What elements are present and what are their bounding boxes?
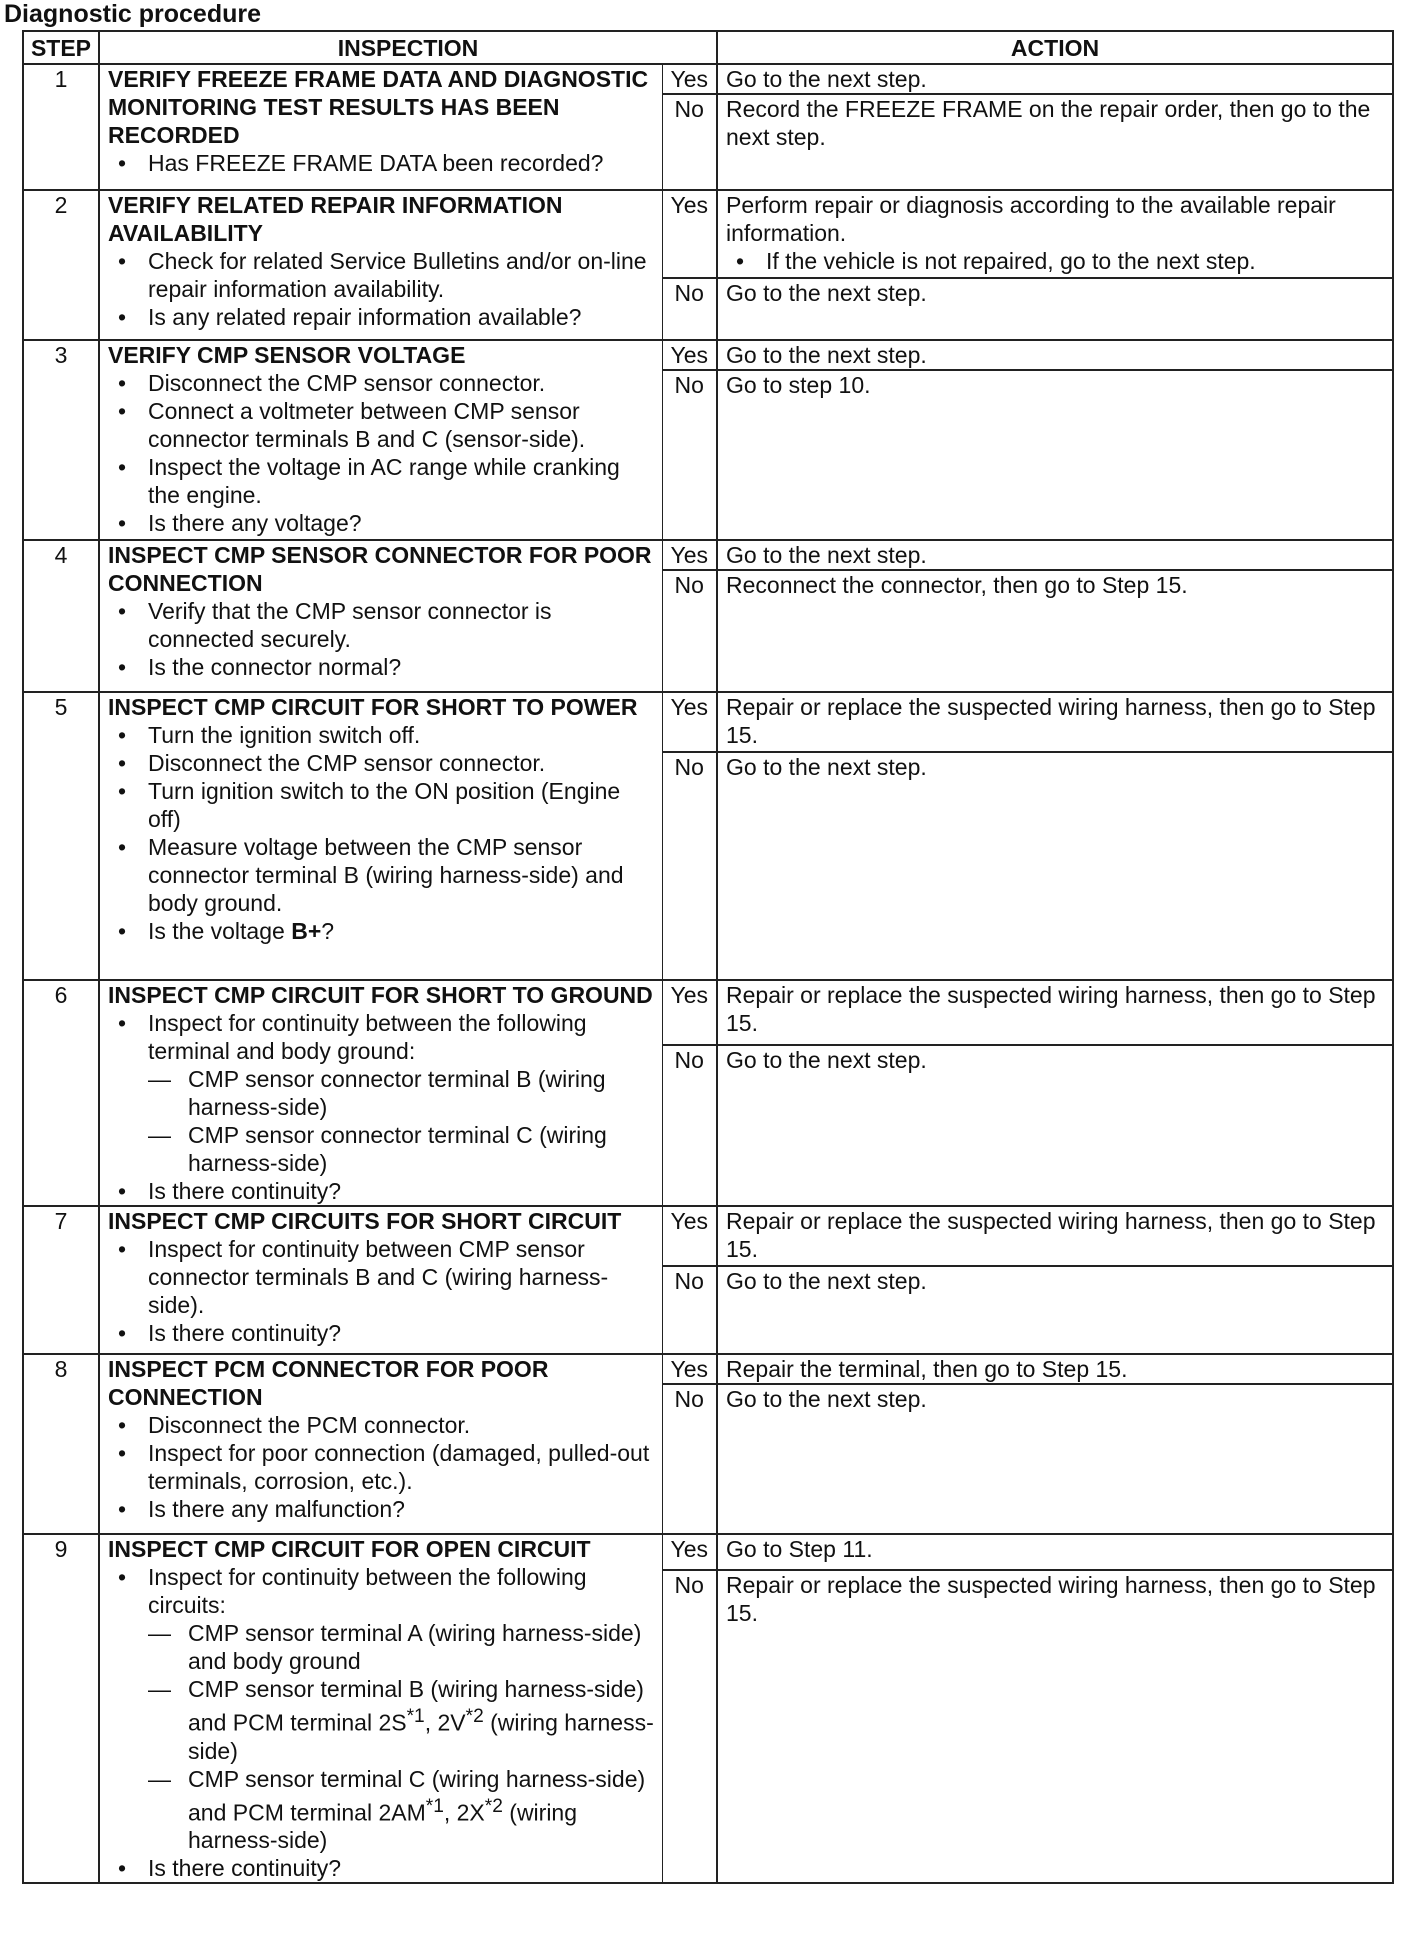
inspection-cell bbox=[99, 64, 662, 190]
inspection-bullet: • Turn ignition switch to the ON position (Engine off) bbox=[108, 777, 658, 833]
no-label: No bbox=[662, 1570, 717, 1883]
inspection-title: INSPECT CMP CIRCUIT FOR SHORT TO POWER bbox=[108, 694, 638, 720]
step-number: 7 bbox=[23, 1206, 99, 1354]
footnote-mark: *2 bbox=[484, 1795, 503, 1817]
inspection-bullet: • Inspect for poor connection (damaged, pulled-out terminals, corrosion, etc.). bbox=[108, 1439, 658, 1495]
step-header: STEP bbox=[23, 31, 99, 64]
no-action: Go to the next step. bbox=[717, 278, 1393, 340]
table-row bbox=[23, 540, 1393, 570]
inspection-bullet: • Is any related repair information available? bbox=[108, 303, 658, 331]
step-number: 3 bbox=[23, 340, 99, 540]
no-action: Reconnect the connector, then go to Step 15. bbox=[717, 570, 1393, 692]
sub-text: (wiring harness-side) bbox=[188, 1709, 654, 1764]
inspection-bullet: • Disconnect the CMP sensor connector. bbox=[108, 369, 658, 397]
inspection-title: VERIFY FREEZE FRAME DATA AND DIAGNOSTIC MONITORING TEST RESULTS HAS BEEN RECORDED bbox=[108, 66, 649, 148]
footnote-mark: *2 bbox=[465, 1706, 484, 1727]
step-number: 8 bbox=[23, 1354, 99, 1534]
inspection-bullet: • Is there any malfunction? bbox=[108, 1495, 658, 1523]
inspection-title: INSPECT CMP CIRCUIT FOR OPEN CIRCUIT bbox=[108, 1536, 591, 1562]
sub-text: , 2V bbox=[424, 1709, 466, 1736]
inspection-cell bbox=[99, 340, 662, 540]
inspection-title: INSPECT CMP SENSOR CONNECTOR FOR POOR CONNECTION bbox=[108, 542, 652, 596]
action-bullet: • If the vehicle is not repaired, go to the next step. bbox=[726, 247, 1386, 275]
sub-item bbox=[148, 1765, 658, 1855]
inspection-bullet: • Inspect for continuity between CMP sensor connector terminals B and C (wiring harness-side). bbox=[108, 1235, 658, 1319]
inspection-bullet: • Is there continuity? bbox=[108, 1177, 658, 1205]
step-number: 2 bbox=[23, 190, 99, 340]
no-label: No bbox=[662, 370, 717, 540]
inspection-bullet: • Disconnect the PCM connector. bbox=[108, 1411, 658, 1439]
inspection-cell bbox=[99, 692, 662, 980]
action-header: ACTION bbox=[717, 31, 1393, 64]
bullet-suffix: ? bbox=[321, 918, 335, 944]
yes-action: Repair the terminal, then go to Step 15. bbox=[717, 1354, 1393, 1384]
no-action: Go to the next step. bbox=[717, 1266, 1393, 1354]
yes-label: Yes bbox=[662, 1206, 717, 1266]
yes-label: Yes bbox=[662, 692, 717, 752]
sub-item: — CMP sensor connector terminal C (wiring harness-side) bbox=[148, 1121, 658, 1177]
yes-action: Repair or replace the suspected wiring harness, then go to Step 15. bbox=[717, 980, 1393, 1045]
bullet-prefix: Is the voltage bbox=[148, 918, 292, 944]
table-row bbox=[23, 190, 1393, 278]
yes-action-cell bbox=[717, 190, 1393, 278]
no-action: Go to step 10. bbox=[717, 370, 1393, 540]
inspection-bullet: • Measure voltage between the CMP sensor connector terminal B (wiring harness-side) and body ground. bbox=[108, 833, 658, 917]
yes-action: Go to the next step. bbox=[717, 540, 1393, 570]
sub-text: (wiring harness-side) bbox=[188, 1799, 578, 1854]
sub-text: CMP sensor terminal B (wiring harness-side) and PCM terminal 2S bbox=[188, 1676, 644, 1736]
no-label: No bbox=[662, 570, 717, 692]
table-row bbox=[23, 340, 1393, 370]
diagnostic-table bbox=[22, 30, 1394, 1884]
inspection-bullet bbox=[108, 1009, 658, 1177]
yes-action: Go to Step 11. bbox=[717, 1534, 1393, 1570]
no-action: Repair or replace the suspected wiring harness, then go to Step 15. bbox=[717, 1570, 1393, 1883]
inspection-title: VERIFY CMP SENSOR VOLTAGE bbox=[108, 342, 466, 368]
inspection-cell bbox=[99, 190, 662, 340]
bullet-text: Inspect for continuity between the following terminal and body ground: bbox=[148, 1010, 587, 1064]
yes-label: Yes bbox=[662, 540, 717, 570]
no-action: Record the FREEZE FRAME on the repair order, then go to the next step. bbox=[717, 94, 1393, 190]
no-label: No bbox=[662, 278, 717, 340]
inspection-header: INSPECTION bbox=[99, 31, 717, 64]
inspection-bullet: • Check for related Service Bulletins and/or on-line repair information availability. bbox=[108, 247, 658, 303]
inspection-cell bbox=[99, 1354, 662, 1534]
no-label: No bbox=[662, 1384, 717, 1534]
no-label: No bbox=[662, 752, 717, 980]
inspection-bullet: • Verify that the CMP sensor connector is connected securely. bbox=[108, 597, 658, 653]
inspection-bullet: • Disconnect the CMP sensor connector. bbox=[108, 749, 658, 777]
step-number: 6 bbox=[23, 980, 99, 1206]
yes-label: Yes bbox=[662, 1354, 717, 1384]
inspection-cell bbox=[99, 1206, 662, 1354]
step-number: 5 bbox=[23, 692, 99, 980]
no-label: No bbox=[662, 1045, 717, 1206]
bullet-text: Inspect for continuity between the following circuits: bbox=[148, 1564, 587, 1618]
bullet-strong: B+ bbox=[291, 918, 322, 944]
header-row bbox=[23, 31, 1393, 64]
yes-label: Yes bbox=[662, 340, 717, 370]
yes-action: Repair or replace the suspected wiring harness, then go to Step 15. bbox=[717, 1206, 1393, 1266]
no-action: Go to the next step. bbox=[717, 1384, 1393, 1534]
step-number: 1 bbox=[23, 64, 99, 190]
sub-text: , 2X bbox=[443, 1799, 485, 1826]
yes-label: Yes bbox=[662, 980, 717, 1045]
inspection-bullet bbox=[108, 917, 658, 945]
sub-text: CMP sensor terminal C (wiring harness-side) and PCM terminal 2AM bbox=[188, 1765, 646, 1826]
no-label: No bbox=[662, 1266, 717, 1354]
table-row bbox=[23, 1534, 1393, 1570]
footnote-mark: *1 bbox=[406, 1706, 425, 1727]
inspection-bullet: • Has FREEZE FRAME DATA been recorded? bbox=[108, 149, 658, 177]
yes-label: Yes bbox=[662, 190, 717, 278]
inspection-bullet: • Is there continuity? bbox=[108, 1319, 658, 1347]
inspection-bullet: • Is there any voltage? bbox=[108, 509, 658, 537]
inspection-bullet bbox=[108, 1563, 658, 1854]
inspection-cell bbox=[99, 1534, 662, 1883]
inspection-bullet: • Inspect the voltage in AC range while cranking the engine. bbox=[108, 453, 658, 509]
sub-item: — CMP sensor terminal A (wiring harness-side) and body ground bbox=[148, 1619, 658, 1675]
yes-action: Repair or replace the suspected wiring harness, then go to Step 15. bbox=[717, 692, 1393, 752]
no-label: No bbox=[662, 94, 717, 190]
inspection-cell bbox=[99, 540, 662, 692]
table-row bbox=[23, 980, 1393, 1045]
inspection-title: INSPECT CMP CIRCUITS FOR SHORT CIRCUIT bbox=[108, 1208, 622, 1234]
inspection-bullet: • Is the connector normal? bbox=[108, 653, 658, 681]
table-row bbox=[23, 64, 1393, 94]
step-number: 9 bbox=[23, 1534, 99, 1883]
table-row bbox=[23, 692, 1393, 752]
table-row bbox=[23, 1354, 1393, 1384]
inspection-bullet: • Connect a voltmeter between CMP sensor connector terminals B and C (sensor-side). bbox=[108, 397, 658, 453]
inspection-bullet: • Turn the ignition switch off. bbox=[108, 721, 658, 749]
no-action: Go to the next step. bbox=[717, 1045, 1393, 1206]
inspection-cell bbox=[99, 980, 662, 1206]
inspection-title: INSPECT CMP CIRCUIT FOR SHORT TO GROUND bbox=[108, 982, 653, 1008]
yes-label: Yes bbox=[662, 64, 717, 94]
inspection-title: INSPECT PCM CONNECTOR FOR POOR CONNECTION bbox=[108, 1356, 549, 1410]
yes-action: Go to the next step. bbox=[717, 64, 1393, 94]
inspection-bullet: • Is there continuity? bbox=[108, 1854, 658, 1882]
page-title: Diagnostic procedure bbox=[4, 0, 261, 28]
sub-item bbox=[148, 1675, 658, 1765]
sub-item: — CMP sensor connector terminal B (wiring harness-side) bbox=[148, 1065, 658, 1121]
yes-label: Yes bbox=[662, 1534, 717, 1570]
inspection-title: VERIFY RELATED REPAIR INFORMATION AVAILABILITY bbox=[108, 192, 563, 246]
no-action: Go to the next step. bbox=[717, 752, 1393, 980]
step-number: 4 bbox=[23, 540, 99, 692]
footnote-mark: *1 bbox=[425, 1795, 444, 1817]
yes-action: Perform repair or diagnosis according to the available repair information. bbox=[726, 192, 1336, 246]
table-row bbox=[23, 1206, 1393, 1266]
yes-action: Go to the next step. bbox=[717, 340, 1393, 370]
